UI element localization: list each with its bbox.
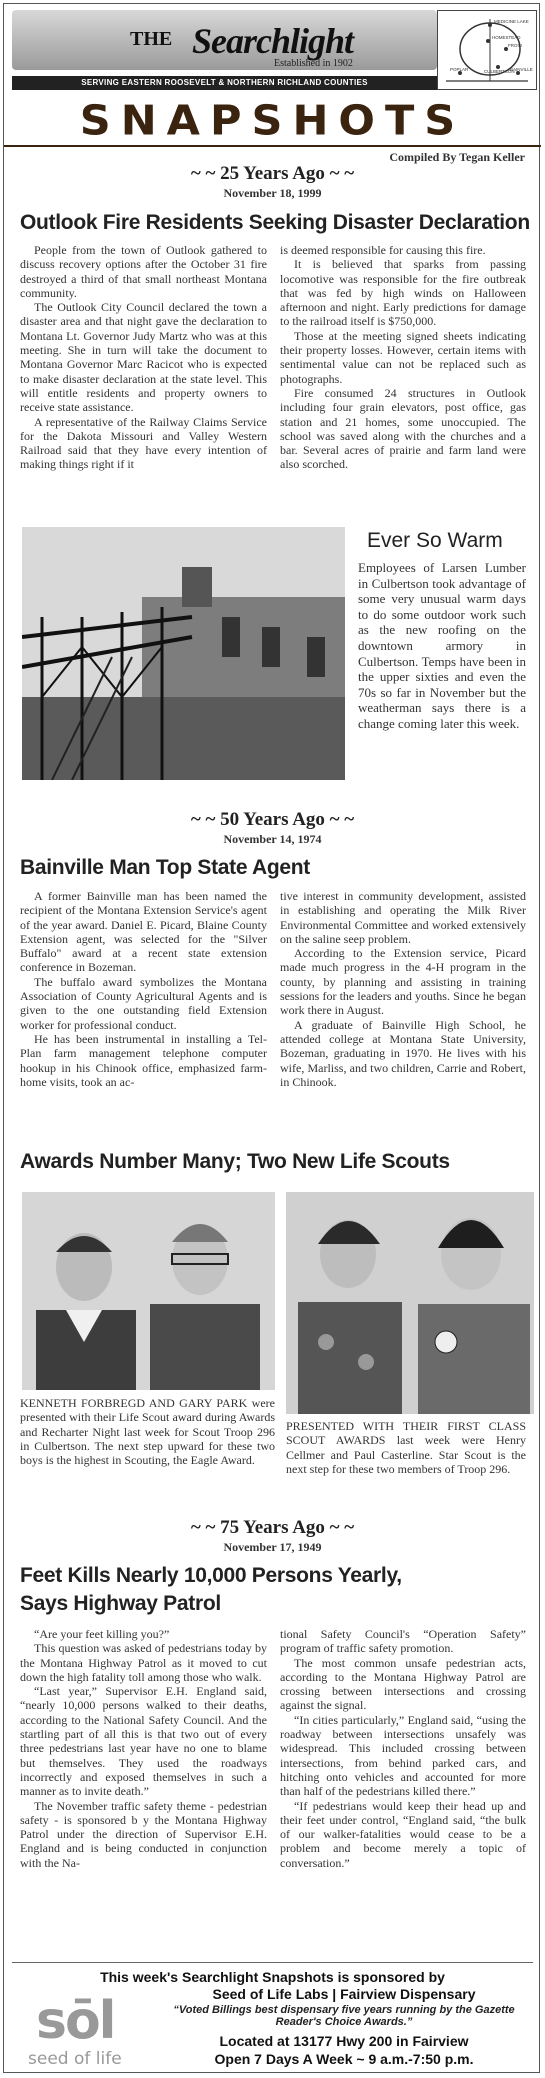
sponsor-rule [12,1962,533,1963]
armory-roof-drawing [22,527,345,780]
map-label: FROID [508,43,522,48]
paragraph: The Outlook City Council declared the town a disaster area and that night gave the declaration to Montana Lt. Governor Judy Martz who was at this meeting. She in turn will take the document to Montana Governor Marc Racicot who is expected to make disaster declaration at the state level. This will entitle residents and property owners to receive state assistance. [20,300,267,415]
area-map-drawing [438,11,536,89]
map-label: MEDICINE LAKE [494,19,529,24]
logo-subtitle: seed of life [28,2049,122,2069]
paragraph: Fire consumed 24 structures in Outlook including four grain elevators, post office, gas station and 21 homes, some unoccupied. The school was saved along with the churches and a bar. Several acres of prairie and farm land were also scorched. [280,385,526,472]
life-scouts-caption: KENNETH FORBREGD AND GARY PARK were presented with their Life Scout award during Awards and Recharter Night last week for Scout Troop 296 in Culbertson. The next step upward for these two boys is the highest in Scouting, the Eagle Award. [20,1396,275,1468]
era-75-left-column [20,1627,267,1870]
masthead-established: Established in 1902 [274,58,353,69]
paragraph: A graduate of Bainville High School, he attended college at Montana State University, Bozeman, graduating in 1970. He lives with his wife, Marliss, and two children, Carrie and Robert, in Chinook. [280,1017,526,1089]
paragraph: is deemed responsible for causing this fire. [280,243,486,257]
seed-of-life-logo [26,1991,146,2071]
section-title: SNAPSHOTS [79,97,466,145]
paragraph: He has been instrumental in installing a Tel-Plan farm management telephone computer hookup in his Chinook office, emphasized farm-home visits, took an ac- [20,1031,267,1089]
era-75-date: November 17, 1949 [223,1540,322,1554]
era-50-heading: ~ ~ 50 Years Ago ~ ~ [190,809,355,830]
paragraph: tive interest in community development, assisted in establishing and operating the Milk River Environmental Committee and worked extensively on the saline seep problem. [280,889,526,946]
paragraph: It is believed that sparks from passing locomotive was responsible for the fire outbreak that was fed by high winds on Halloween afternoon and night. Early predictions for damage to the railroad itself is $750,000. [280,257,526,329]
era-50-date: November 14, 1974 [223,832,322,846]
sponsor-hours: Open 7 Days A Week ~ 9 a.m.-7:50 p.m. [214,2051,474,2067]
paragraph: “In cities particularly,” England said, “using the roadway between intersections unsafely was widespread. This included crossing between intersections, from behind parked cars, and hitching onto vehicles and accounted for more than half of the pedestrians killed there.” [280,1712,526,1799]
map-label: POPLAR [450,67,469,72]
era-75-right-column [280,1627,526,1870]
paragraph: The buffalo award symbolizes the Montana Association of County Agricultural Agents and is given to the one outstanding field Extension worker for professional conduct. [20,974,267,1032]
sponsor-name: Seed of Life Labs | Fairview Dispensary [212,1986,476,2002]
era-50-left-column [20,889,267,1089]
newspaper-page [3,3,540,2073]
masthead-the: THE [130,28,173,50]
paragraph: The November traffic safety theme - pedestrian safety - is sponsored b y the Montana Highway Patrol under the direction of Supervisor E.H. England and is being conducted in conjunction with the Na- [20,1798,267,1870]
life-scouts-photo [22,1192,275,1390]
sponsor-intro: This week's Searchlight Snapshots is sponsored by [100,1969,445,1985]
era-50-headline: Bainville Man Top State Agent [20,856,310,879]
first-class-scouts-drawing [286,1192,534,1414]
paragraph: Those at the meeting signed sheets indicating their property losses. However, certain items with sentimental value can not be replaced such as photographs. [280,328,526,386]
first-class-scouts-caption: PRESENTED WITH THEIR FIRST CLASS SCOUT AWARDS last week were Henry Cellmer and Paul Casterline. Star Scout is the next step for these two members of Troop 296. [286,1419,526,1476]
compiled-by: Compiled By Tegan Keller [389,150,525,164]
paragraph: tional Safety Council's “Operation Safety” program of traffic safety promotion. [280,1627,526,1656]
sponsor-location: Located at 13177 Hwy 200 in Fairview [219,2033,469,2049]
map-label: CULBERTSON [484,69,515,74]
life-scouts-drawing [22,1192,275,1390]
masthead-strip: SERVING EASTERN ROOSEVELT & NORTHERN RICHLAND COUNTIES [12,76,437,90]
sponsor-quote: “Voted Billings best dispensary five years running by the Gazette Reader's Choice Awards.” [173,2004,515,2028]
paragraph: People from the town of Outlook gathered to discuss recovery options after the October 31 fire destroyed a third of that small northeast Montana community. [20,243,267,300]
era-75-headline-line2: Says Highway Patrol [20,1592,221,1615]
title-rule [4,145,541,147]
paragraph: A former Bainville man has been named the recipient of the Montana Extension Service's agent of the year award. Daniel E. Picard, Blaine County Extension agent, was selected for the "Silver Buffalo" award at a recent state extension conference in Bozeman. [20,889,267,975]
era-75-headline-line1: Feet Kills Nearly 10,000 Persons Yearly, [20,1564,402,1587]
paragraph: “Last year,” Supervisor E.H. England said, “nearly 10,000 persons walked to their deaths, according to the National Safety Council. And the startling part of all this is that two out of every three pedestrians last year have no one to blame but themselves. They used the roadways incorrectly and exposed themselves in such a manner as to invite death.” [20,1684,267,1799]
warm-headline: Ever So Warm [367,529,503,552]
paragraph: According to the Extension service, Picard made much progress in the 4-H program in the county, by planning and assisting in training sessions for the leaders and youths. Since he began work there in August. [280,946,526,1018]
paragraph: A representative of the Railway Claims Service for the Dakota Missouri and Valley Western Railroad said that they have every intention of making things right if it [20,414,267,472]
era-50-right-column [280,889,526,1089]
first-class-scouts-photo [286,1192,534,1414]
era-25-heading: ~ ~ 25 Years Ago ~ ~ [190,163,355,184]
paragraph: This question was asked of pedestrians today by the Montana Highway Patrol as it moved to cut down the high fatality toll among those who walk. [20,1641,267,1684]
masthead-name: Searchlight [192,21,354,61]
paragraph: “If pedestrians would keep their head up and their feet under control, “England said, “the bulk of our walker-fatalities would cease to be a problem and become merely a topic of conversation.” [280,1798,526,1870]
paragraph: “Are your feet killing you?” [34,1627,170,1641]
paragraph: The most common unsafe pedestrian acts, according to the Montana Highway Patrol are crossing between intersections and crossing against the signal. [280,1655,526,1713]
era-25-left-column [20,243,267,472]
masthead [12,10,537,90]
map-label: HOMESTEAD [492,35,521,40]
era-25-headline: Outlook Fire Residents Seeking Disaster Declaration [20,211,530,234]
area-map [437,10,537,90]
era-25-date: November 18, 1999 [223,186,322,200]
logo-word: sōl [36,1991,115,2051]
era-75-heading: ~ ~ 75 Years Ago ~ ~ [190,1517,355,1538]
armory-roof-photo [22,527,345,780]
warm-caption: Employees of Larsen Lumber in Culbertson took advantage of some very unusual warm days to do some outdoor work such as the new roofing on the downtown armory in Culbertson. Temps have been in the upper sixties and even the 70s so far in November but the weatherman says there is a change coming later this week. [358,560,526,731]
scouts-headline: Awards Number Many; Two New Life Scouts [20,1150,450,1173]
era-25-right-column [280,243,526,472]
map-label: BAINVILLE [510,67,533,72]
